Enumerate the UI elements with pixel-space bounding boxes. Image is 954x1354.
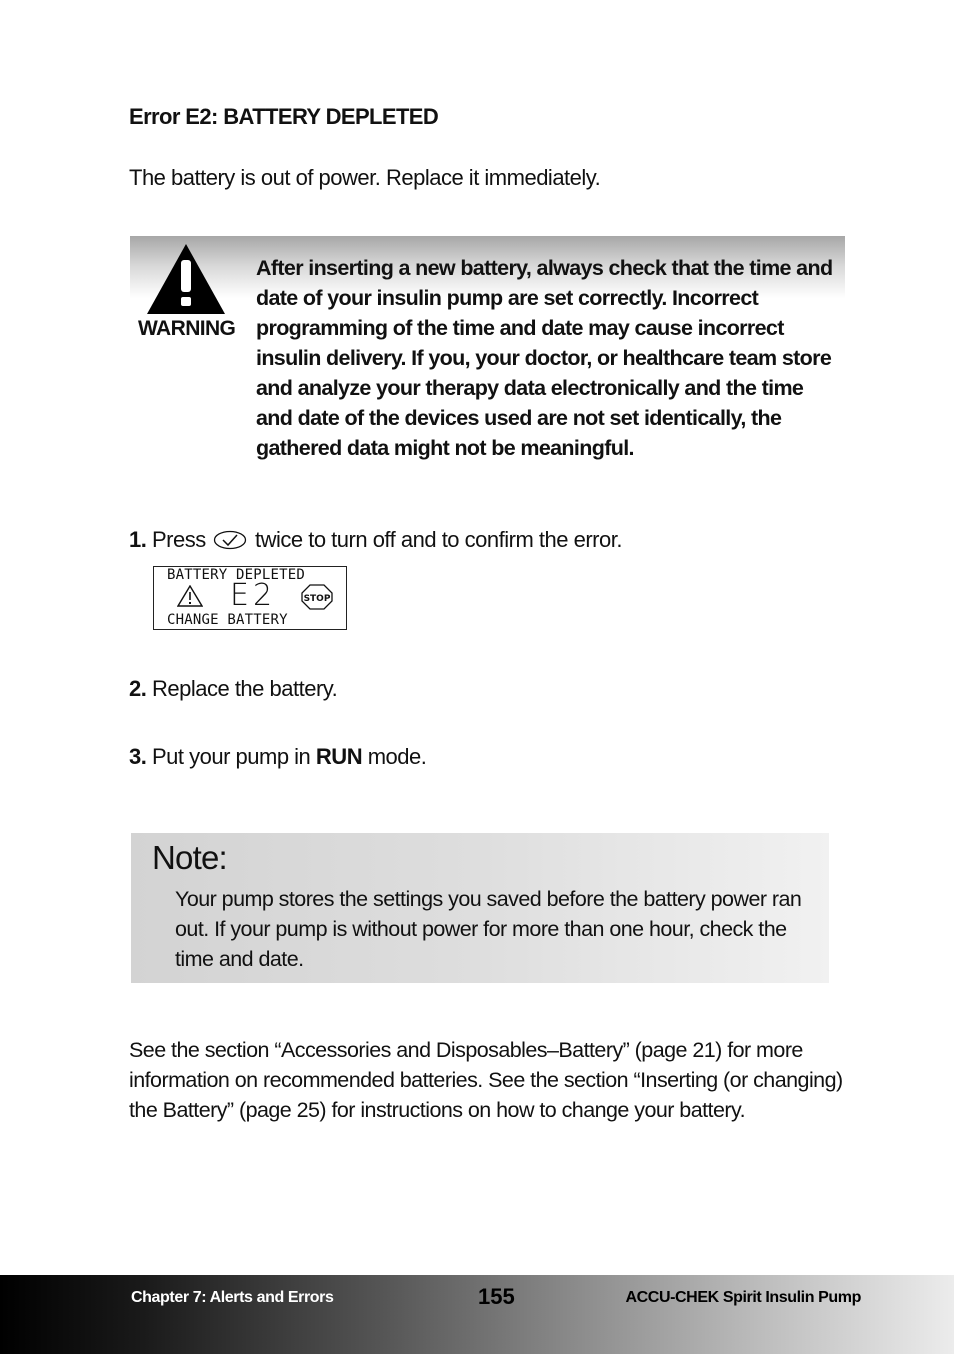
step-text: mode. [367, 744, 427, 769]
warning-box [130, 236, 845, 476]
page-number: 155 [478, 1284, 515, 1309]
step-text: Press [151, 527, 206, 552]
section-heading: Error E2: BATTERY DEPLETED [129, 104, 439, 129]
lcd-top-line: BATTERY DEPLETED [167, 567, 306, 583]
pump-lcd-display [153, 566, 347, 630]
step-text: Put your pump in [151, 744, 311, 769]
note-text: Your pump stores the settings you saved before the battery power ran out. If your pump is without power for more than one hour, check the time and date. [175, 887, 802, 971]
run-mode-emphasis: RUN [315, 744, 363, 769]
footer-product: ACCU-CHEK Spirit Insulin Pump [625, 1289, 861, 1306]
intro-paragraph: The battery is out of power. Replace it immediately. [129, 165, 601, 190]
footer-chapter: Chapter 7: Alerts and Errors [131, 1289, 334, 1306]
note-title: Note: [152, 839, 227, 876]
step-number: 3. [129, 744, 147, 769]
lcd-warning-icon [177, 585, 203, 611]
note-box [131, 833, 829, 983]
warning-text: After inserting a new battery, always check that the time and date of your insulin pump are set correctly. Incorrect programming of the time and date may cause incorrect insulin delivery. If you, your doctor, or healthcare team store and analyze your therapy data electronically and the time and date of the devices used are not set identically, the gathered data might not be meaningful. [256, 256, 833, 460]
step-text: twice to turn off and to confirm the error. [254, 527, 622, 552]
lcd-bottom-line: CHANGE BATTERY [167, 612, 288, 628]
warning-triangle-icon [145, 242, 227, 316]
check-button-icon [213, 530, 247, 556]
step-text: Replace the battery. [151, 676, 338, 701]
step-2 [129, 676, 337, 702]
step-number: 2. [129, 676, 147, 701]
step-number: 1. [129, 527, 147, 552]
warning-label: WARNING [138, 317, 236, 340]
lcd-error-code: E2 [230, 578, 277, 613]
see-also-paragraph: See the section “Accessories and Disposables–Battery” (page 21) for more information on recommended batteries. See the section “Inserting (or changing) the Battery” (page 25) for instructions on how to change your battery. [129, 1038, 843, 1122]
step-3 [129, 744, 426, 770]
lcd-stop-label: STOP [303, 594, 331, 604]
page-footer [0, 1275, 954, 1354]
step-1 [129, 527, 622, 556]
lcd-stop-icon [301, 584, 333, 614]
